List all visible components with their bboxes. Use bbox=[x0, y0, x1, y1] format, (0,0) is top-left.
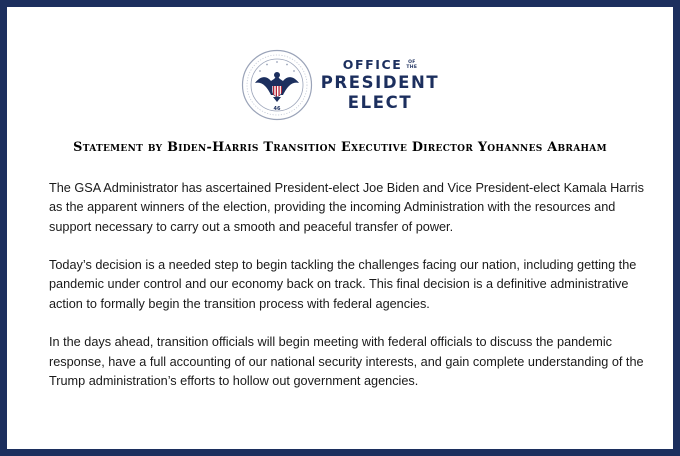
office-label: OFFICE bbox=[342, 56, 403, 72]
president-label: PRESIDENT bbox=[320, 73, 440, 93]
statement-body bbox=[49, 179, 649, 411]
office-header bbox=[7, 49, 673, 121]
of-label: OF bbox=[408, 59, 416, 65]
paragraph: In the days ahead, transition officials will begin meeting with federal officials to discuss the pandemic response, have a full accounting of our national security interests, and gain complete understanding of the Trump administration’s efforts to hollow out government agencies. bbox=[49, 335, 644, 388]
office-wordmark bbox=[320, 56, 440, 112]
the-label: THE bbox=[406, 65, 418, 70]
statement-title: Statement by Biden-Harris Transition Executive Director Yohannes Abraham bbox=[73, 140, 607, 155]
elect-label: ELECT bbox=[347, 92, 413, 112]
seal-number: 46 bbox=[273, 106, 281, 112]
statement-card bbox=[7, 7, 673, 449]
paragraph: Today’s decision is a needed step to begin tackling the challenges facing our nation, including getting the pandemic under control and our economy back on track. This final decision is a definitive administrative action to formally begin the transition process with federal agencies. bbox=[49, 258, 637, 311]
presidential-seal-icon bbox=[241, 49, 313, 121]
paragraph: The GSA Administrator has ascertained President-elect Joe Biden and Vice President-elect Kamala Harris as the apparent winners of the election, providing the incoming Administration with the resources and support necessary to carry out a smooth and peaceful transfer of power. bbox=[49, 181, 644, 234]
office-row bbox=[342, 56, 418, 72]
of-the-label bbox=[406, 60, 417, 70]
